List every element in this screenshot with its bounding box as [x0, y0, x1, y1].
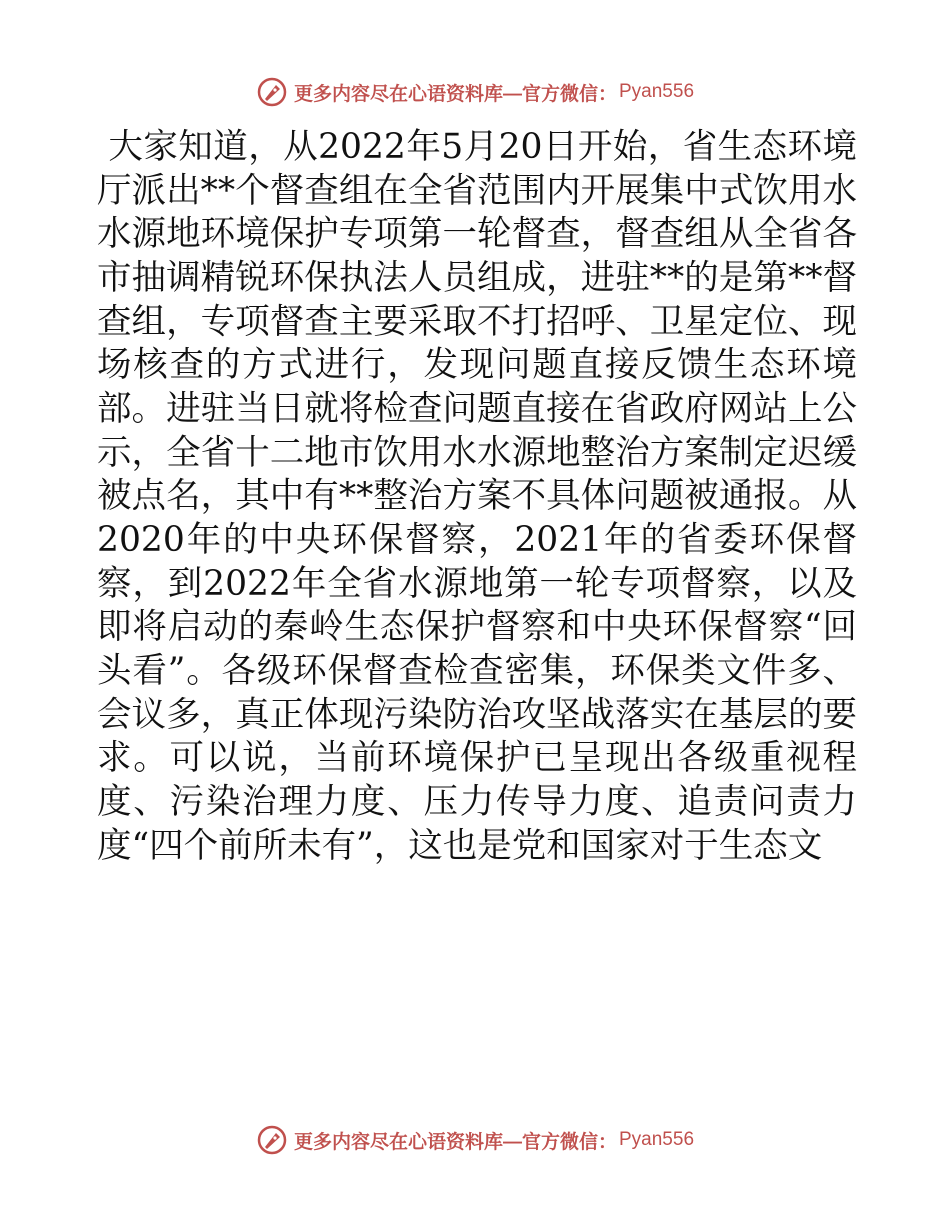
header-watermark — [0, 72, 950, 112]
watermark-account: Pyan556 — [619, 1129, 695, 1150]
document-body — [97, 126, 857, 868]
pen-nib-circle-icon — [256, 1124, 288, 1156]
watermark-text: 更多内容尽在心语资料库—官方微信： — [293, 83, 617, 105]
footer-watermark — [0, 1120, 950, 1160]
body-paragraph: 大家知道，从2022年5月20日开始，省生态环境厅派出**个督查组在全省范围内开展集中式饮用水水源地环境保护专项第一轮督查，督查组从全省各市抽调精锐环保执法人员组成，进驻**的是第**督查组，专项督查主要采取不打招呼、卫星定位、现场核查的方式进行，发现问题直接反馈生态环境部。进驻当日就将检查问题直接在省政府网站上公示，全省十二地市饮用水水源地整治方案制定迟缓被点名，其中有**整治方案不具体问题被通报。从2020年的中央环保督察，2021年的省委环保督察，到2022年全省水源地第一轮专项督察，以及即将启动的秦岭生态保护督察和中央环保督察“回头看”。各级环保督查检查密集，环保类文件多、会议多，真正体现污染防治攻坚战落实在基层的要求。可以说，当前环境保护已呈现出各级重视程度、污染治理力度、压力传导力度、追责问责力度“四个前所未有”，这也是党和国家对于生态文 — [97, 127, 858, 866]
watermark-text: 更多内容尽在心语资料库—官方微信： — [293, 1131, 617, 1153]
watermark-account: Pyan556 — [619, 81, 695, 102]
pen-nib-circle-icon — [256, 76, 288, 108]
